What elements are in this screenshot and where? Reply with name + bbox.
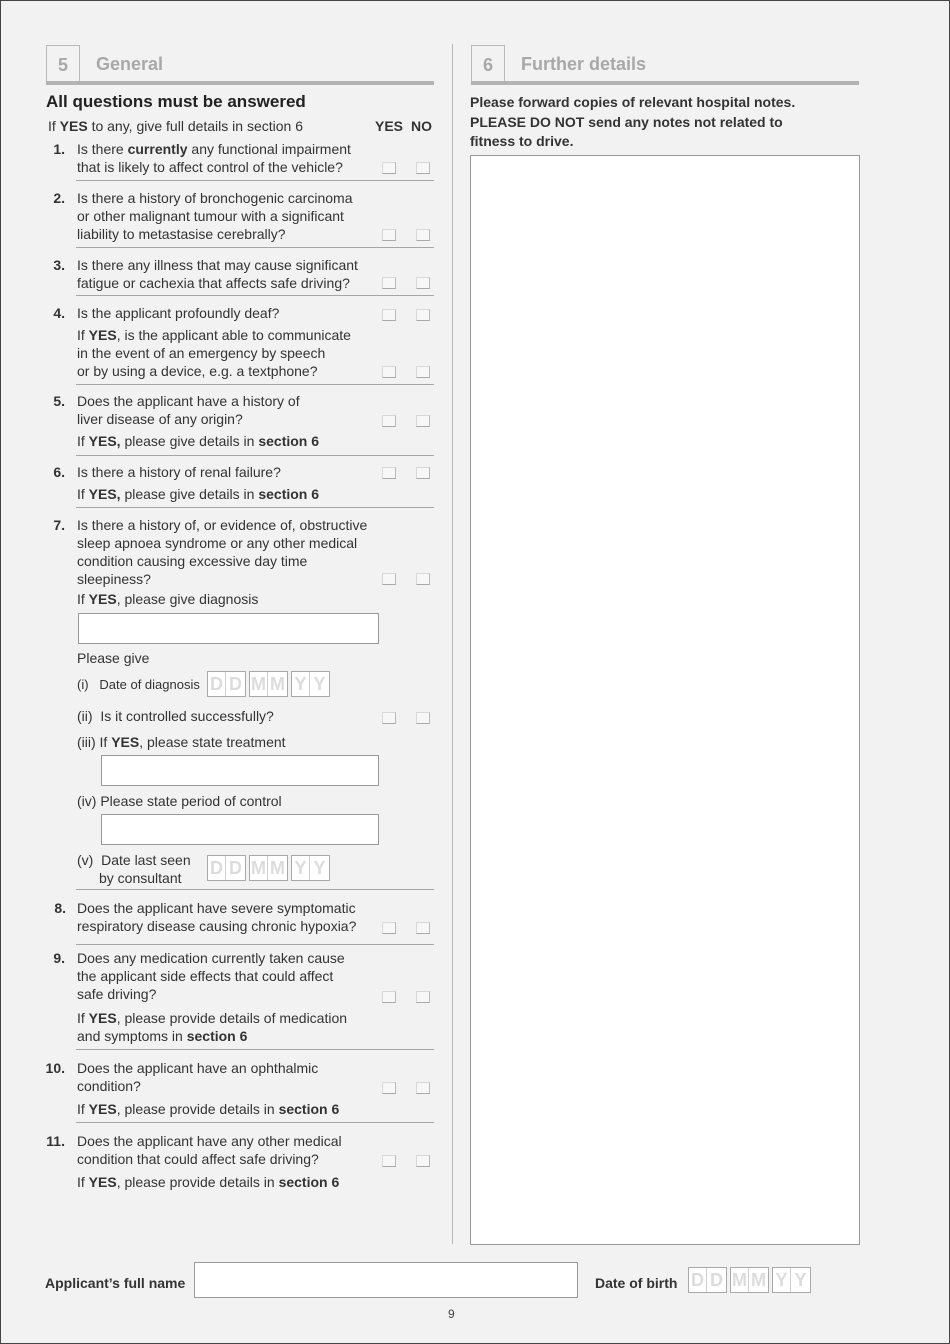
question-4-number: 4.	[53, 305, 65, 321]
period-of-control-label: (iv) Please state period of control	[77, 793, 282, 809]
year-digit[interactable]: Y	[773, 1268, 791, 1292]
question-4b-no-checkbox[interactable]	[416, 366, 430, 378]
period-of-control-input[interactable]	[101, 814, 379, 845]
question-7-yes-checkbox[interactable]	[382, 573, 396, 585]
month-digit[interactable]: M	[732, 1270, 747, 1290]
question-2-text: Is there a history of bronchogenic carcinoma or other malignant tumour with a significant liability to metastasise cerebrally?	[77, 190, 353, 242]
controlled-no-checkbox[interactable]	[416, 712, 430, 724]
question-10-no-checkbox[interactable]	[416, 1082, 430, 1094]
question-10-text: Does the applicant have an ophthalmic condition?	[77, 1060, 319, 1094]
question-9-note: If YES, please provide details of medication and symptoms in section 6	[77, 1010, 348, 1044]
day-digit[interactable]: D	[689, 1268, 707, 1292]
question-11-number: 11.	[46, 1133, 65, 1149]
question-9-text: Does any medication currently taken cause the applicant side effects that could affect safe driving?	[77, 950, 345, 1002]
day-digit[interactable]: D	[229, 674, 242, 694]
month-digit[interactable]: M	[751, 1270, 766, 1290]
question-5-text: Does the applicant have a history of liver disease of any origin?	[77, 393, 300, 427]
please-give-label: Please give	[77, 650, 150, 666]
section-5-heading: All questions must be answered	[46, 92, 306, 111]
question-8-no-checkbox[interactable]	[416, 922, 430, 934]
year-digit[interactable]: Y	[313, 674, 326, 694]
question-4-subquestion: If YES, is the applicant able to communicate in the event of an emergency by speech or by using a device, e.g. a textphone?	[77, 327, 351, 379]
question-5-number: 5.	[53, 393, 65, 409]
column-divider	[452, 44, 453, 1244]
year-digit[interactable]: Y	[794, 1270, 807, 1290]
question-separator	[76, 889, 434, 890]
section-6-header	[471, 45, 859, 85]
question-separator	[76, 507, 434, 508]
question-1-text: Is there currently any functional impairment that is likely to affect control of the vehicle?	[77, 141, 351, 175]
month-digit[interactable]: M	[251, 674, 266, 694]
question-3-text: Is there any illness that may cause significant fatigue or cachexia that affects safe driving?	[77, 257, 358, 291]
question-5-note: If YES, please give details in section 6	[77, 433, 320, 449]
question-9-number: 9.	[53, 950, 65, 966]
question-3-number: 3.	[53, 257, 65, 273]
question-3-no-checkbox[interactable]	[416, 277, 430, 289]
question-separator	[76, 247, 434, 248]
month-digit[interactable]: M	[251, 858, 266, 878]
question-11-text: Does the applicant have any other medical condition that could affect safe driving?	[77, 1133, 342, 1167]
question-9-yes-checkbox[interactable]	[382, 991, 396, 1003]
section-5-number: 5	[46, 45, 80, 81]
question-6-number: 6.	[53, 464, 65, 480]
question-11-yes-checkbox[interactable]	[382, 1155, 396, 1167]
month-digit[interactable]: M	[270, 674, 285, 694]
question-2-number: 2.	[53, 190, 65, 206]
treatment-input[interactable]	[101, 755, 379, 786]
question-8-number: 8.	[54, 900, 66, 916]
day-digit[interactable]: D	[208, 672, 226, 696]
question-7-number: 7.	[53, 517, 65, 533]
question-4b-yes-checkbox[interactable]	[382, 366, 396, 378]
year-digit[interactable]: Y	[292, 672, 310, 696]
diagnosis-input[interactable]	[78, 613, 379, 644]
section-5-title: General	[96, 54, 164, 74]
question-8-text: Does the applicant have severe symptomatic respiratory disease causing chronic hypoxia?	[77, 900, 357, 934]
question-6-note: If YES, please give details in section 6	[77, 486, 320, 502]
month-digit[interactable]: M	[270, 858, 285, 878]
page-number: 9	[448, 1307, 455, 1321]
question-separator	[76, 944, 434, 945]
controlled-successfully-label: (ii) Is it controlled successfully?	[77, 708, 274, 724]
question-1-yes-checkbox[interactable]	[382, 162, 396, 174]
section-5-instruction: If YES to any, give full details in section 6	[48, 118, 303, 134]
question-separator	[76, 295, 434, 296]
question-4-text: Is the applicant profoundly deaf?	[77, 305, 280, 321]
question-separator	[76, 384, 434, 385]
question-10-yes-checkbox[interactable]	[382, 1082, 396, 1094]
question-6-text: Is there a history of renal failure?	[77, 464, 281, 480]
section-6-title: Further details	[521, 54, 647, 74]
question-8-yes-checkbox[interactable]	[382, 922, 396, 934]
question-2-yes-checkbox[interactable]	[382, 229, 396, 241]
question-1-no-checkbox[interactable]	[416, 162, 430, 174]
question-9-no-checkbox[interactable]	[416, 991, 430, 1003]
date-of-birth-input[interactable]	[688, 1267, 814, 1293]
question-separator	[76, 455, 434, 456]
question-5-no-checkbox[interactable]	[416, 415, 430, 427]
question-separator	[76, 1049, 434, 1050]
question-separator	[76, 180, 434, 181]
question-3-yes-checkbox[interactable]	[382, 277, 396, 289]
question-1-number: 1.	[53, 141, 65, 157]
question-7-no-checkbox[interactable]	[416, 573, 430, 585]
date-of-birth-label: Date of birth	[595, 1275, 678, 1291]
question-7-text: Is there a history of, or evidence of, obstructive sleep apnoea syndrome or any other medical condition causing excessive day time sleepiness?	[77, 517, 368, 587]
question-5-yes-checkbox[interactable]	[382, 415, 396, 427]
day-digit[interactable]: D	[710, 1270, 723, 1290]
section-6-instruction: Please forward copies of relevant hospital notes. PLEASE DO NOT send any notes not related to fitness to drive.	[470, 94, 796, 149]
question-10-note: If YES, please provide details in section 6	[77, 1101, 340, 1117]
day-digit[interactable]: D	[229, 858, 242, 878]
controlled-yes-checkbox[interactable]	[382, 712, 396, 724]
year-digit[interactable]: Y	[292, 856, 310, 880]
question-4-no-checkbox[interactable]	[416, 309, 430, 321]
question-7-diagnosis-prompt: If YES, please give diagnosis	[77, 591, 259, 607]
further-details-textarea[interactable]	[470, 155, 860, 1245]
year-digit[interactable]: Y	[313, 858, 326, 878]
date-of-diagnosis-label: (i) Date of diagnosis	[77, 677, 200, 692]
yes-column-header: YES	[375, 118, 404, 134]
day-digit[interactable]: D	[208, 856, 226, 880]
section-6-number: 6	[471, 45, 505, 81]
applicant-name-input[interactable]	[194, 1262, 578, 1298]
date-of-diagnosis-input[interactable]	[207, 671, 333, 697]
question-10-number: 10.	[45, 1060, 65, 1076]
question-6-yes-checkbox[interactable]	[382, 467, 396, 479]
question-6-no-checkbox[interactable]	[416, 467, 430, 479]
date-last-seen-label: (v) Date last seen by consultant	[77, 852, 191, 886]
question-11-no-checkbox[interactable]	[416, 1155, 430, 1167]
date-last-seen-input[interactable]	[207, 855, 333, 881]
question-2-no-checkbox[interactable]	[416, 229, 430, 241]
treatment-label: (iii) If YES, please state treatment	[77, 734, 286, 750]
question-4-yes-checkbox[interactable]	[382, 309, 396, 321]
applicant-name-label: Applicant’s full name	[45, 1275, 186, 1291]
question-11-note: If YES, please provide details in section 6	[77, 1174, 340, 1190]
question-separator	[76, 1122, 434, 1123]
section-5-header	[46, 45, 434, 85]
no-column-header: NO	[411, 118, 432, 134]
